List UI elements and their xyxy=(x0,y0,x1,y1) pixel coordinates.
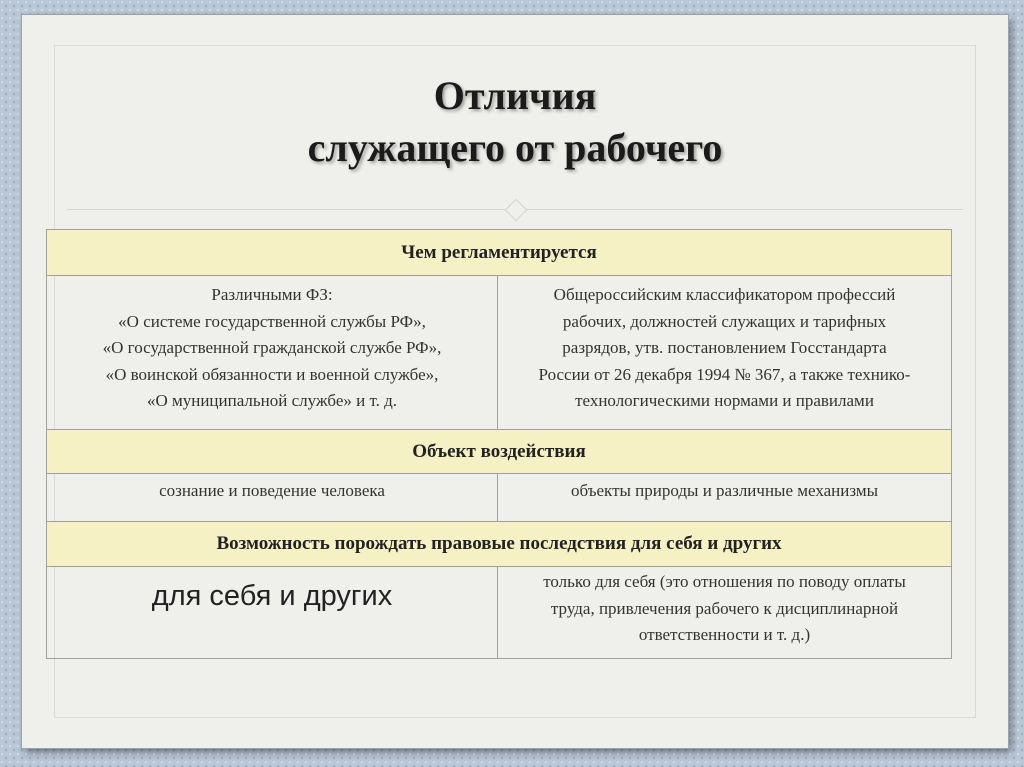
text-line: России от 26 декабря 1994 № 367, а также технико- xyxy=(538,364,911,384)
comparison-table xyxy=(46,229,952,659)
employee-consequences-cell xyxy=(47,567,498,658)
text-line: «О государственной гражданской службе РФ», xyxy=(102,338,442,358)
worker-regulation-cell xyxy=(498,276,951,429)
table-row-regulation xyxy=(47,276,951,429)
text-line: Общероссийским классификатором профессий xyxy=(553,285,896,304)
text-line: «О системе государственной службы РФ», xyxy=(118,311,426,331)
text-line: сознание и поведение человека xyxy=(159,481,385,500)
worker-consequences-cell xyxy=(498,567,951,658)
text-line: для себя и других xyxy=(151,580,393,612)
worker-object-cell xyxy=(498,474,951,521)
section-header-object: Объект воздействия xyxy=(47,429,951,474)
section-header-regulation: Чем регламентируется xyxy=(47,230,951,276)
ornamental-divider xyxy=(67,206,963,214)
text-line: разрядов, утв. постановлением Госстандарта xyxy=(562,338,887,358)
text-line: ответственности и т. д.) xyxy=(638,625,811,645)
employee-regulation-cell xyxy=(47,276,498,429)
text-line: только для себя (это отношения по поводу оплаты xyxy=(543,572,906,591)
title-line-2: служащего от рабочего xyxy=(307,125,723,170)
table-row-legal-consequences xyxy=(47,567,951,658)
text-line: труда, привлечения рабочего к дисциплинарной xyxy=(550,598,899,618)
text-line: объекты природы и различные механизмы xyxy=(570,481,879,500)
text-line: «О воинской обязанности и военной службе», xyxy=(105,364,439,384)
section-header-legal-consequences: Возможность порождать правовые последствия для себя и других xyxy=(47,521,951,567)
text-line: Различными ФЗ: xyxy=(211,285,333,304)
slide xyxy=(22,15,1008,748)
text-line: «О муниципальной службе» и т. д. xyxy=(146,391,398,411)
text-line: рабочих, должностей служащих и тарифных xyxy=(562,311,887,331)
table-row-object xyxy=(47,474,951,521)
text-line: технологическими нормами и правилами xyxy=(575,391,874,411)
title-line-1: Отличия xyxy=(433,73,597,118)
employee-object-cell xyxy=(47,474,498,521)
slide-title xyxy=(22,70,1008,174)
